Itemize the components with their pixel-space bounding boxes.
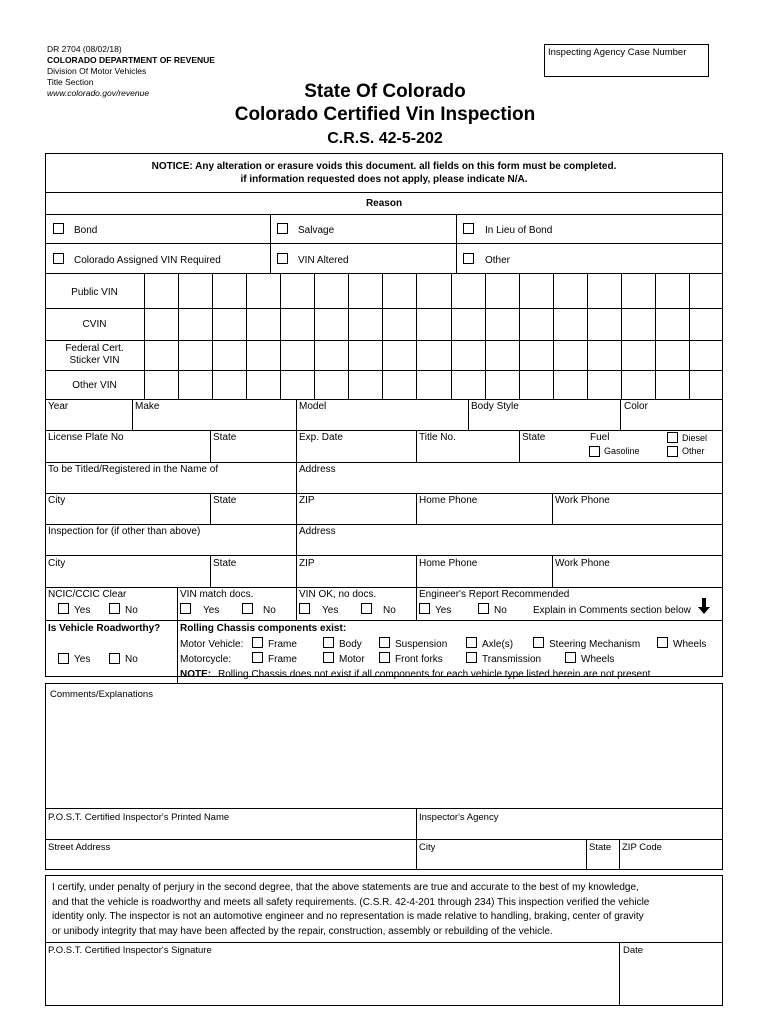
signature-field[interactable]: P.O.S.T. Certified Inspector's Signature <box>48 945 212 956</box>
inspection-city-field[interactable]: City <box>48 558 66 569</box>
note-text: Rolling Chassis does not exist if all components for each vehicle type listed herein are not present <box>218 669 651 680</box>
cert-line4: or unibody integrity that may have been affected by the repair, construction, assembly or rebuilding of the vehicle. <box>52 925 553 937</box>
title-state-field[interactable]: State <box>522 432 546 443</box>
lieu-of-bond-label: In Lieu of Bond <box>485 225 553 236</box>
vin-altered-label: VIN Altered <box>298 255 349 266</box>
mv-suspension-checkbox[interactable] <box>379 637 390 648</box>
roadworthy-yes-checkbox[interactable] <box>58 653 69 664</box>
cert-line1: I certify, under penalty of perjury in the second degree, that the above statements are true and accurate to the best of my knowledge, <box>52 882 639 893</box>
vin-cell-divider <box>553 273 554 399</box>
vin-match-yes-label: Yes <box>203 605 220 616</box>
assigned-vin-label: Colorado Assigned VIN Required <box>74 255 221 266</box>
ncic-yes-label: Yes <box>74 605 91 616</box>
cert-line2: and that the vehicle is roadworthy and meets all safety requirements. (C.S.R. 42-4-201 through 234) This inspection verified the vehicle <box>52 896 650 908</box>
notice-line1: NOTICE: Any alteration or erasure voids this document. all fields on this form must be completed. <box>151 161 617 172</box>
bond-label: Bond <box>74 225 98 236</box>
inspector-printed-name-field[interactable]: P.O.S.T. Certified Inspector's Printed Name <box>48 812 230 823</box>
mv-steering-checkbox[interactable] <box>533 637 544 648</box>
ncic-label: NCIC/CCIC Clear <box>48 589 127 600</box>
public-vin-label: Public VIN <box>71 287 118 298</box>
color-field[interactable]: Color <box>624 401 648 412</box>
mc-transmission-checkbox[interactable] <box>466 652 477 663</box>
mc-transmission-label: Transmission <box>482 654 542 665</box>
mc-motor-label: Motor <box>339 654 365 665</box>
fuel-other-checkbox[interactable] <box>667 446 678 457</box>
mv-axles-checkbox[interactable] <box>466 637 477 648</box>
bond-checkbox[interactable] <box>53 223 64 234</box>
vin-cell-divider <box>348 273 349 399</box>
mv-axles-label: Axle(s) <box>482 639 514 650</box>
reason-other-label: Other <box>485 255 511 266</box>
vin-cell-divider <box>178 273 179 399</box>
note-label: NOTE: <box>180 669 212 680</box>
notice-line2: if information requested does not apply, please indicate N/A. <box>240 174 528 185</box>
reason-other-checkbox[interactable] <box>463 253 474 264</box>
vin-cell-divider <box>655 273 656 399</box>
engineer-yes-checkbox[interactable] <box>419 603 430 614</box>
engineer-no-label: No <box>494 605 507 616</box>
titled-name-field[interactable]: To be Titled/Registered in the Name of <box>48 464 219 475</box>
department-name: COLORADO DEPARTMENT OF REVENUE <box>47 55 215 65</box>
vin-cell-divider <box>519 273 520 399</box>
inspection-work-phone-field[interactable]: Work Phone <box>555 558 610 569</box>
ncic-no-label: No <box>125 605 138 616</box>
mv-wheels-label: Wheels <box>673 639 707 650</box>
mv-suspension-label: Suspension <box>395 639 448 650</box>
inspector-state-field[interactable]: State <box>589 842 612 853</box>
owner-zip-field[interactable]: ZIP <box>299 495 315 506</box>
certification-text <box>52 881 720 939</box>
engineer-yes-label: Yes <box>435 605 452 616</box>
diesel-label: Diesel <box>682 433 708 443</box>
motorcycle-label: Motorcycle: <box>180 654 232 665</box>
assigned-vin-checkbox[interactable] <box>53 253 64 264</box>
section-name: Title Section <box>47 77 94 87</box>
vin-ok-yes-label: Yes <box>322 605 339 616</box>
vin-cell-divider <box>280 273 281 399</box>
comments-box[interactable] <box>45 683 723 809</box>
ncic-yes-checkbox[interactable] <box>58 603 69 614</box>
form-code: DR 2704 (08/02/18) <box>47 44 122 54</box>
explain-label: Explain in Comments section below <box>533 605 691 616</box>
vin-cell-divider <box>246 273 247 399</box>
vin-ok-yes-checkbox[interactable] <box>299 603 310 614</box>
vin-ok-no-checkbox[interactable] <box>361 603 372 614</box>
owner-home-phone-field[interactable]: Home Phone <box>419 495 478 506</box>
gasoline-label: Gasoline <box>604 446 640 456</box>
arrow-down-icon <box>698 598 710 614</box>
reason-heading: Reason <box>365 198 403 209</box>
vin-match-label: VIN match docs. <box>180 589 254 600</box>
mc-motor-checkbox[interactable] <box>323 652 334 663</box>
website-url: www.colorado.gov/revenue <box>47 88 150 98</box>
other-vin-label: Other VIN <box>72 380 117 391</box>
vin-match-no-label: No <box>263 605 276 616</box>
inspection-address-field[interactable]: Address <box>299 526 336 537</box>
vin-cell-divider <box>416 273 417 399</box>
inspector-street-field[interactable]: Street Address <box>48 842 111 853</box>
model-field[interactable]: Model <box>299 401 327 412</box>
salvage-checkbox[interactable] <box>277 223 288 234</box>
mc-frame-label: Frame <box>268 654 297 665</box>
inspection-zip-field[interactable]: ZIP <box>299 558 315 569</box>
mv-steering-label: Steering Mechanism <box>549 639 641 650</box>
owner-address-field[interactable]: Address <box>299 464 336 475</box>
vin-match-no-checkbox[interactable] <box>242 603 253 614</box>
body-style-field[interactable]: Body Style <box>471 401 519 412</box>
federal-vin-line2: Sticker VIN <box>69 355 120 366</box>
exp-date-field[interactable]: Exp. Date <box>299 432 343 443</box>
mv-body-label: Body <box>339 639 362 650</box>
mc-wheels-checkbox[interactable] <box>565 652 576 663</box>
engineer-no-checkbox[interactable] <box>478 603 489 614</box>
mv-frame-checkbox[interactable] <box>252 637 263 648</box>
mv-wheels-checkbox[interactable] <box>657 637 668 648</box>
vin-ok-no-label: No <box>383 605 396 616</box>
fuel-label: Fuel <box>590 432 610 443</box>
rolling-chassis-label: Rolling Chassis components exist: <box>180 623 347 634</box>
fuel-other-label: Other <box>682 446 705 456</box>
title-state: State Of Colorado <box>304 81 466 102</box>
notice-block <box>45 160 723 186</box>
diesel-checkbox[interactable] <box>667 432 678 443</box>
roadworthy-no-checkbox[interactable] <box>109 653 120 664</box>
vin-altered-checkbox[interactable] <box>277 253 288 264</box>
engineer-label: Engineer's Report Recommended <box>419 589 570 600</box>
cert-line3: identity only. The inspector is not an automotive engineer and no representation is made relative to handling, braking, center of gravity <box>52 911 644 922</box>
salvage-label: Salvage <box>298 225 335 236</box>
form-title <box>190 80 580 150</box>
mv-frame-label: Frame <box>268 639 297 650</box>
gasoline-checkbox[interactable] <box>589 446 600 457</box>
owner-city-field[interactable]: City <box>48 495 66 506</box>
vin-ok-label: VIN OK, no docs. <box>299 589 377 600</box>
federal-vin-label <box>45 343 144 367</box>
vin-cell-divider <box>212 273 213 399</box>
cvin-label: CVIN <box>82 319 107 330</box>
case-number-field[interactable] <box>544 44 709 77</box>
division-name: Division Of Motor Vehicles <box>47 66 147 76</box>
inspector-zip-field[interactable]: ZIP Code <box>622 842 662 853</box>
vin-cell-divider <box>587 273 588 399</box>
vin-cell-divider <box>451 273 452 399</box>
form-outline <box>45 153 723 677</box>
vin-cell-divider <box>314 273 315 399</box>
roadworthy-no-label: No <box>125 654 138 665</box>
lieu-of-bond-checkbox[interactable] <box>463 223 474 234</box>
inspection-state-field[interactable]: State <box>213 558 237 569</box>
license-plate-field[interactable]: License Plate No <box>48 432 124 443</box>
roadworthy-yes-label: Yes <box>74 654 91 665</box>
mc-frame-checkbox[interactable] <box>252 652 263 663</box>
comments-label: Comments/Explanations <box>50 689 153 700</box>
vin-cell-divider <box>689 273 690 399</box>
title-no-field[interactable]: Title No. <box>419 432 456 443</box>
make-field[interactable]: Make <box>135 401 160 412</box>
title-statute: C.R.S. 42-5-202 <box>327 130 443 147</box>
roadworthy-label: Is Vehicle Roadworthy? <box>48 623 161 634</box>
year-field[interactable]: Year <box>48 401 69 412</box>
vin-match-yes-checkbox[interactable] <box>180 603 191 614</box>
inspector-agency-field[interactable]: Inspector's Agency <box>419 812 499 823</box>
ncic-no-checkbox[interactable] <box>109 603 120 614</box>
title-inspection: Colorado Certified Vin Inspection <box>234 104 536 125</box>
date-field[interactable]: Date <box>623 945 644 956</box>
vin-cell-divider <box>144 273 145 399</box>
plate-state-field[interactable]: State <box>213 432 237 443</box>
vin-cell-divider <box>382 273 383 399</box>
federal-vin-line1: Federal Cert. <box>65 343 124 354</box>
inspection-home-phone-field[interactable]: Home Phone <box>419 558 478 569</box>
mc-wheels-label: Wheels <box>581 654 615 665</box>
owner-state-field[interactable]: State <box>213 495 237 506</box>
vin-cell-divider <box>621 273 622 399</box>
motor-vehicle-label: Motor Vehicle: <box>180 639 244 650</box>
inspection-for-field[interactable]: Inspection for (if other than above) <box>48 526 201 537</box>
mc-front-forks-checkbox[interactable] <box>379 652 390 663</box>
mc-front-forks-label: Front forks <box>395 654 443 665</box>
owner-work-phone-field[interactable]: Work Phone <box>555 495 610 506</box>
case-number-label: Inspecting Agency Case Number <box>548 47 687 58</box>
inspector-city-field[interactable]: City <box>419 842 436 853</box>
vin-cell-divider <box>485 273 486 399</box>
mv-body-checkbox[interactable] <box>323 637 334 648</box>
